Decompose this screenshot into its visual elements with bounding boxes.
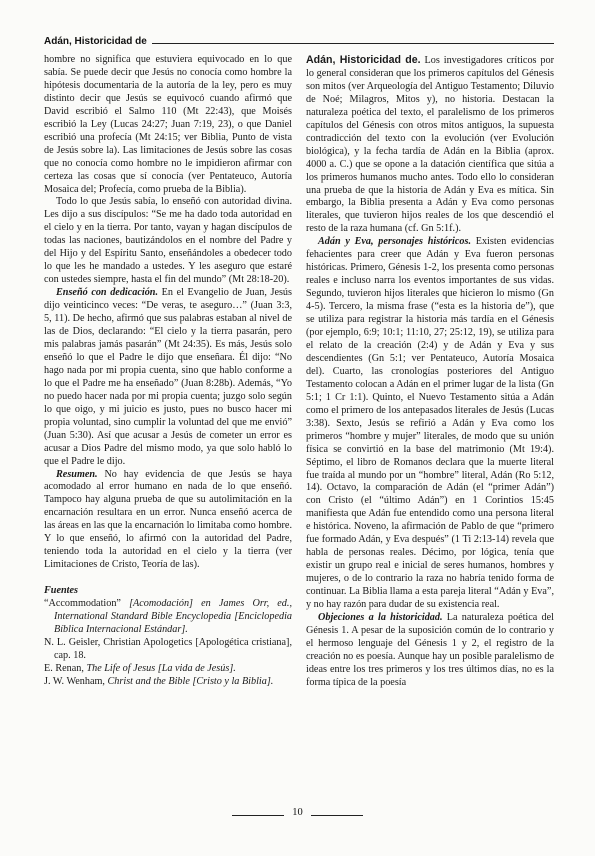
source-entry	[44, 676, 292, 689]
paragraph-text: La naturaleza poética del Génesis 1. A pesar de la suposición común de lo contrario y el hermoso lenguaje del Génesis 1 y 2, el registro de la creación no es poesía. Aunque hay un posible paralelismo de ideas entre los tres primeros y los tres últimos días, no es la forma típica de la poesía	[306, 611, 554, 688]
paragraph-text: Existen evidencias fehacientes para creer que Adán y Eva fueron personas históricas. Primero, Génesis 1-2, los presenta como personas reales e incluso narra los eventos importantes de sus vidas. Segundo, tuvieron hijos literales que hicieron lo mismo (Gn 4-5). Tercero, la misma frase (“esta es la historia de”), que se utiliza para registrar la historia más tardía en el Génesis (por ejemplo, 6:9; 10:1; 11:10, 27; 25:12, 19), se utiliza para el relato de la creación (2:4) y de Adán y Eva y sus descendientes (Gn 5:1; ver Pentateuco, Autoría Mosaica del). Cuarto, las cronologías posteriores del Antiguo Testamento colocan a Adán en el primer lugar de la lista (Gn 5:1; 1 Cr 1:1). Quinto, el Nuevo Testamento sitúa a Adán como el primero de los antepasados literales de Jesús (Lucas 3:38). Sexto, Jesús se refirió a Adán y Eva como los primeros “hombre y mujer” literales, de modo que su unión física se convirtió en la base del matrimonio (Mt 19:4). Séptimo, el libro de Romanos declara que la muerte literal fue traída al mundo por un “hombre” literal, Adán (Ro 5:12, 14). Octavo, la comparación de Adán (el “primer Adán”) con Cristo (el “último Adán”) en 1 Corintios 15:45 manifiesta que Adán fue entendido como una persona literal e histórica. Noveno, la afirmación de Pablo de que “primero fue formado Adán, y Eva después” (1 Ti 2:13-14) revela que habla de personas reales. Décimo, por lógica, tenía que existir un grupo real e inicial de seres humanos, hombres y mujeres, o de lo contrario la raza no habría tenido forma de continuar. La Biblia llama a esta pareja literal “Adán y Eva”, y no hay razón para dudar de su existencia real.	[306, 236, 554, 611]
paragraph-text: Los investigadores críticos por lo general consideran que los primeros capítulos del Génesis son mitos (ver Arqueología del Antiguo Testamento; Diluvio de Noé; Milagros, Mitos y), no historia. Destacan la naturaleza poética del texto, el paralelismo de los primeros capítulos del Génesis con otros mitos antiguos, la supuesta contradicción del texto con la evolución (ver Evolución biológica), y la fecha tardía de Adán en la Biblia (aprox. 4000 a. C.) que se opone a la datación científica que sitúa a los primeros humanos mucho antes. Todo ello lo consideran una prueba de que la historia de Adán y Eva es mítica. Sin embargo, la Biblia presenta a Adán y Eva como personas literales, que tuvieron hijos reales de los que descendió el resto de la raza humana (cf. Gn 5:1f.).	[306, 55, 555, 235]
source-text: “Accommodation”	[44, 598, 130, 610]
section-lead: Enseñó con dedicación.	[56, 287, 159, 299]
right-column	[306, 54, 554, 690]
source-title: Christ and the Bible [Cristo y la Biblia].	[107, 675, 274, 687]
page-number: 10	[292, 807, 303, 818]
section-lead: Resumen.	[56, 468, 98, 480]
paragraph	[306, 54, 554, 236]
paragraph	[44, 287, 292, 468]
source-text: J. W. Wenham,	[44, 675, 108, 687]
page-footer	[0, 806, 595, 826]
source-entry	[44, 598, 292, 637]
paragraph	[306, 612, 554, 690]
source-text: N. L. Geisler, Christian Apologetics [Apologética cristiana], cap. 18.	[44, 636, 292, 661]
source-entry	[44, 663, 292, 676]
paragraph	[306, 236, 554, 612]
source-title: The Life of Jesus [La vida de Jesús].	[86, 662, 236, 674]
section-lead: Adán y Eva, personajes históricos.	[318, 236, 472, 248]
header-rule	[152, 43, 554, 44]
source-title: [Acomodación] en James Orr, ed., International Standard Bible Encyclopedia [Enciclopedia Bíblica Internacional Estándar].	[54, 598, 292, 635]
paragraph: Todo lo que Jesús sabía, lo enseñó con autoridad divina. Les dijo a sus discípulos: “Se me ha dado toda autoridad en el cielo y en la tierra. Por tanto, vayan y hagan discípulos de todas las naciones, bautizándolos en el nombre del Padre y del Hijo y del Espíritu Santo, enseñándoles a obedecer todo lo que les he mandado a ustedes. Y les aseguro que estaré con ustedes siempre, hasta el fin del mundo” (Mt 28:18-20).	[44, 196, 292, 286]
footer-rule-left	[232, 815, 284, 816]
sources-heading: Fuentes	[44, 585, 78, 597]
paragraph: hombre no significa que estuviera equivocado en lo que sabía. Se puede decir que Jesús no conocía como hombre la hipótesis documentaria de la autoría de la ley, pero es muy distinto decir que Jesús se equivocó cuando afirmó que David escribió el Salmo 110 (Mt 22:43), que Moisés escribió la Ley (Lucas 24:27; Juan 7:19, 23), o que Daniel escribió una profecía (Mt 24:15; ver Biblia, Punto de vista de Jesús sobre la). Las limitaciones de Jesús sobre las cosas que no conocía como hombre no le impidieron afirmar con certeza las cosas que sí conocía (ver Pentateuco, Autoría Mosaica del; Profecía, como prueba de la Biblia).	[44, 54, 292, 195]
left-column	[44, 54, 292, 689]
paragraph-text: En el Evangelio de Juan, Jesús dijo veinticinco veces: “De veras, te aseguro…” (Juan 3:3, 5, 11). De hecho, afirmó que sus palabras estaban al nivel de las de Dios, declarando: “El cielo y la tierra pasarán, pero mis palabras jamás pasarán” (Mt 24:35). Es más, Jesús solo enseñó lo que el Padre le dijo que enseñara. Él dijo: “No hago nada por mi propia cuenta, sino que hablo conforme a lo que el Padre me ha enseñado” (Juan 8:28b). Además, “Yo no puedo hacer nada por mi propia cuenta; juzgo solo según lo que oigo, y mi juicio es justo, pues no busco hacer mi propia voluntad, sino cumplir la voluntad del que me envió” (Juan 5:30). Así que acusar a Jesús de cometer un error es acusar a Dios Padre del mismo modo, ya que solo habló lo que el Padre le dijo.	[44, 287, 292, 467]
entry-title: Adán, Historicidad de.	[306, 54, 421, 66]
section-lead: Objeciones a la historicidad.	[318, 611, 443, 623]
running-head: Adán, Historicidad de	[44, 36, 147, 47]
paragraph-text: No hay evidencia de que Jesús se haya acomodado al error humano en nada de lo que enseñó. Tampoco hay alguna prueba de que su autolimitación en la encarnación resultara en un error. Nunca enseñó acerca de las áreas en las que la encarnación lo limitaba como hombre. Y lo que enseñó, lo afirmó con la autoridad del Padre, teniendo toda la autoridad en el cielo y la tierra (ver Limitaciones de Cristo, Teoría de las).	[44, 468, 292, 571]
paragraph	[44, 469, 292, 573]
source-text: E. Renan,	[44, 662, 87, 674]
source-entry	[44, 637, 292, 663]
footer-rule-right	[311, 815, 363, 816]
